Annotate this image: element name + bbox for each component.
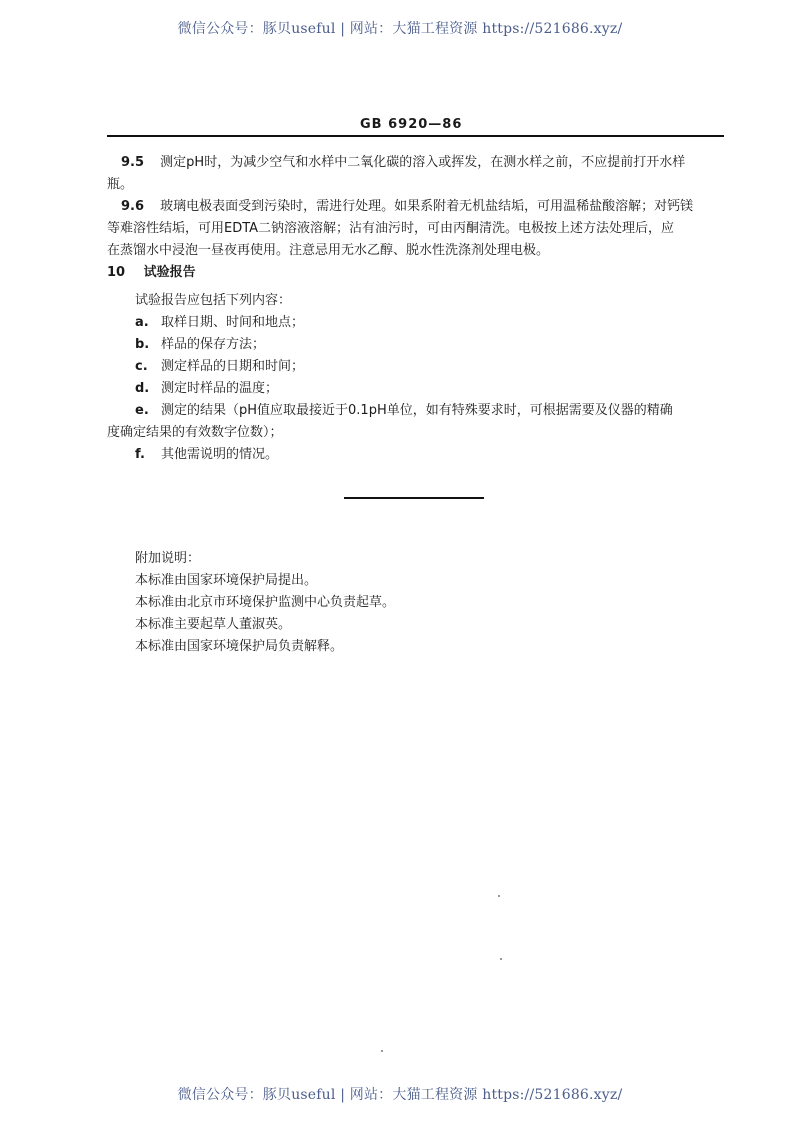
- watermark-top: 微信公众号：豚贝useful | 网站：大猫工程资源 https://521686.xyz/: [177, 21, 623, 37]
- section-10-heading: [107, 262, 196, 284]
- report-item-f: [135, 444, 278, 466]
- item-label: b.: [135, 337, 150, 352]
- item-text: 度确定结果的有效数字位数）；: [107, 425, 283, 440]
- item-label: f.: [135, 447, 145, 462]
- item-label: e.: [135, 403, 149, 418]
- item-text: 样品的保存方法；: [161, 337, 266, 352]
- notes-line: 本标准由国家环境保护局提出。: [135, 573, 318, 588]
- clause-number: 9.6: [121, 199, 145, 214]
- notes-line: 本标准由北京市环境保护监测中心负责起草。: [135, 595, 396, 610]
- report-item-e: [135, 400, 673, 422]
- item-label: d.: [135, 381, 150, 396]
- section-title: 试验报告: [143, 265, 196, 280]
- notes-line: 本标准主要起草人董淑英。: [135, 617, 292, 632]
- scan-speck: [498, 895, 500, 897]
- report-item-e-cont: [107, 422, 283, 444]
- standard-code-header: GB 6920—86: [360, 117, 463, 132]
- item-label: c.: [135, 359, 148, 374]
- clause-text: 玻璃电极表面受到污染时，需进行处理。如果系附着无机盐结垢，可用温稀盐酸溶解；对钙镁: [160, 199, 694, 214]
- watermark-bottom: 微信公众号：豚贝useful | 网站：大猫工程资源 https://521686.xyz/: [177, 1087, 623, 1103]
- header-rule: [107, 135, 724, 137]
- clause-number: 9.5: [121, 155, 145, 170]
- section-number: 10: [107, 265, 126, 280]
- section-10-intro: 试验报告应包括下列内容：: [135, 293, 292, 308]
- clause-9-6: [121, 196, 693, 218]
- item-text: 测定样品的日期和时间；: [161, 359, 305, 374]
- clause-text: 测定pH时，为减少空气和水样中二氧化碳的溶入或挥发，在测水样之前，不应提前打开水样: [160, 155, 686, 170]
- scan-speck: [500, 958, 502, 960]
- notes-title: 附加说明：: [135, 551, 201, 566]
- clause-9-6-cont-2: 在蒸馏水中浸泡一昼夜再使用。注意忌用无水乙醇、脱水性洗涤剂处理电极。: [107, 243, 550, 258]
- report-item-b: [135, 334, 265, 356]
- item-text: 取样日期、时间和地点；: [161, 315, 305, 330]
- end-of-text-rule: [344, 497, 484, 499]
- item-text: 测定时样品的温度；: [161, 381, 279, 396]
- scan-speck: [381, 1050, 383, 1052]
- report-item-d: [135, 378, 278, 400]
- item-label: a.: [135, 315, 149, 330]
- notes-line: 本标准由国家环境保护局负责解释。: [135, 639, 344, 654]
- item-text: 其他需说明的情况。: [161, 447, 279, 462]
- clause-9-6-cont-1: 等难溶性结垢，可用EDTA二钠溶液溶解；沾有油污时，可由丙酮清洗。电极按上述方法处理后，应: [107, 221, 675, 236]
- report-item-a: [135, 312, 304, 334]
- clause-9-5-cont: 瓶。: [107, 177, 134, 192]
- report-item-c: [135, 356, 304, 378]
- item-text: 测定的结果（pH值应取最接近于0.1pH单位，如有特殊要求时，可根据需要及仪器的精确: [161, 403, 673, 418]
- clause-9-5: [121, 152, 685, 174]
